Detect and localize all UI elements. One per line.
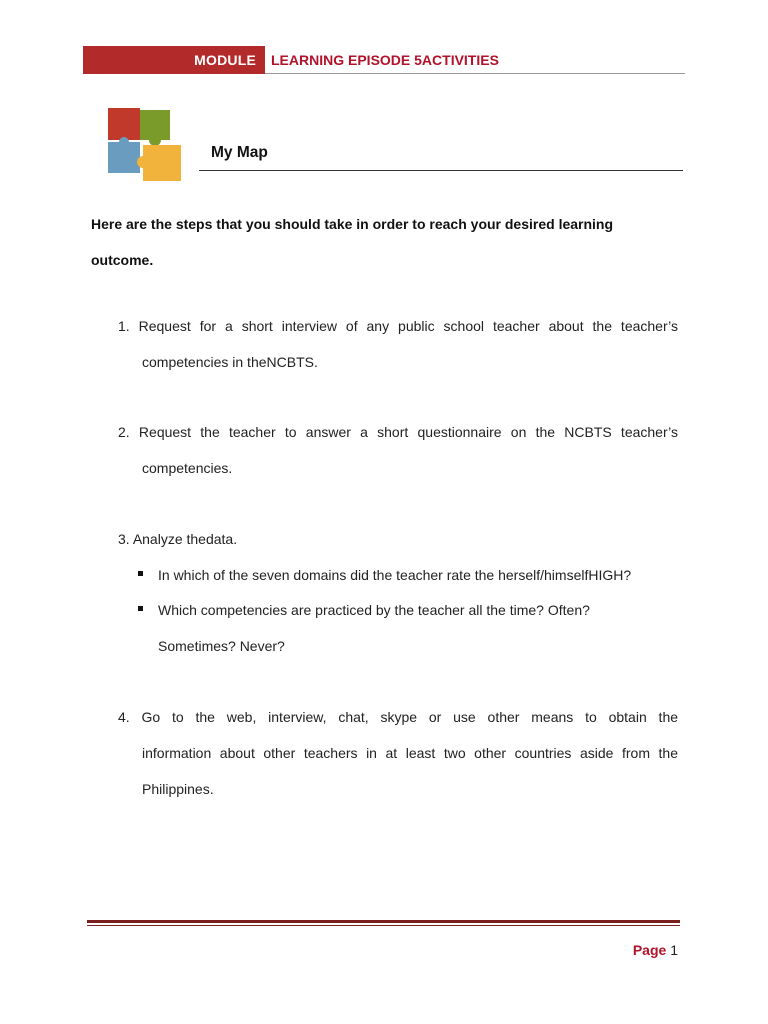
step-2 xyxy=(118,414,678,486)
step-1-line-1 xyxy=(118,308,678,344)
footer-divider-thin xyxy=(87,925,680,926)
bullet-text-continued: Sometimes? Never? xyxy=(158,638,285,654)
step-text: Analyze thedata. xyxy=(132,531,238,547)
step-4-line-3: Philippines. xyxy=(142,781,214,797)
bullet-text: In which of the seven domains did the teacher rate the herself/himselfHIGH? xyxy=(158,567,632,583)
section-divider xyxy=(199,170,683,171)
page-label: Page xyxy=(632,942,667,958)
puzzle-icon xyxy=(107,107,183,183)
step-text: Request the teacher to answer a short questionnaire on the NCBTS teacher’s xyxy=(138,424,678,440)
module-label: MODULE xyxy=(194,52,256,68)
page-number: 1 xyxy=(670,942,678,958)
module-header xyxy=(83,46,685,74)
module-title: LEARNING EPISODE 5ACTIVITIES xyxy=(271,52,499,68)
section-title: My Map xyxy=(211,144,268,161)
step-3 xyxy=(118,521,678,557)
intro-line-1: Here are the steps that you should take in order to reach your desired learning xyxy=(91,216,614,232)
bullet-square-icon xyxy=(138,571,143,576)
step-2-line-1 xyxy=(118,414,678,450)
step-text: Request for a short interview of any public school teacher about the teacher’s xyxy=(138,318,679,334)
step-number: 1. xyxy=(118,318,130,334)
step-number: 4. xyxy=(118,709,130,725)
footer-divider-thick xyxy=(87,920,680,923)
bullet-text: Which competencies are practiced by the teacher all the time? Often? xyxy=(158,602,590,618)
step-4 xyxy=(118,699,678,807)
bullet-item xyxy=(138,592,678,664)
step-number: 3. xyxy=(118,531,130,547)
step-4-line-1 xyxy=(118,699,678,735)
bullet-item xyxy=(138,557,678,593)
step-1-line-2: competencies in theNCBTS. xyxy=(142,354,318,370)
module-label-box xyxy=(83,46,265,74)
bullet-square-icon xyxy=(138,606,143,611)
intro-line-2: outcome. xyxy=(91,252,154,268)
intro-paragraph xyxy=(91,206,681,278)
page-indicator xyxy=(633,942,678,958)
step-number: 2. xyxy=(118,424,130,440)
header-divider xyxy=(265,73,685,74)
step-4-line-2: information about other teachers in at least two other countries aside from the xyxy=(142,745,678,761)
step-text: Go to the web, interview, chat, skype or use other means to obtain the xyxy=(141,709,679,725)
step-1 xyxy=(118,308,678,380)
step-3-line-1 xyxy=(118,521,678,557)
step-2-line-2: competencies. xyxy=(142,460,233,476)
